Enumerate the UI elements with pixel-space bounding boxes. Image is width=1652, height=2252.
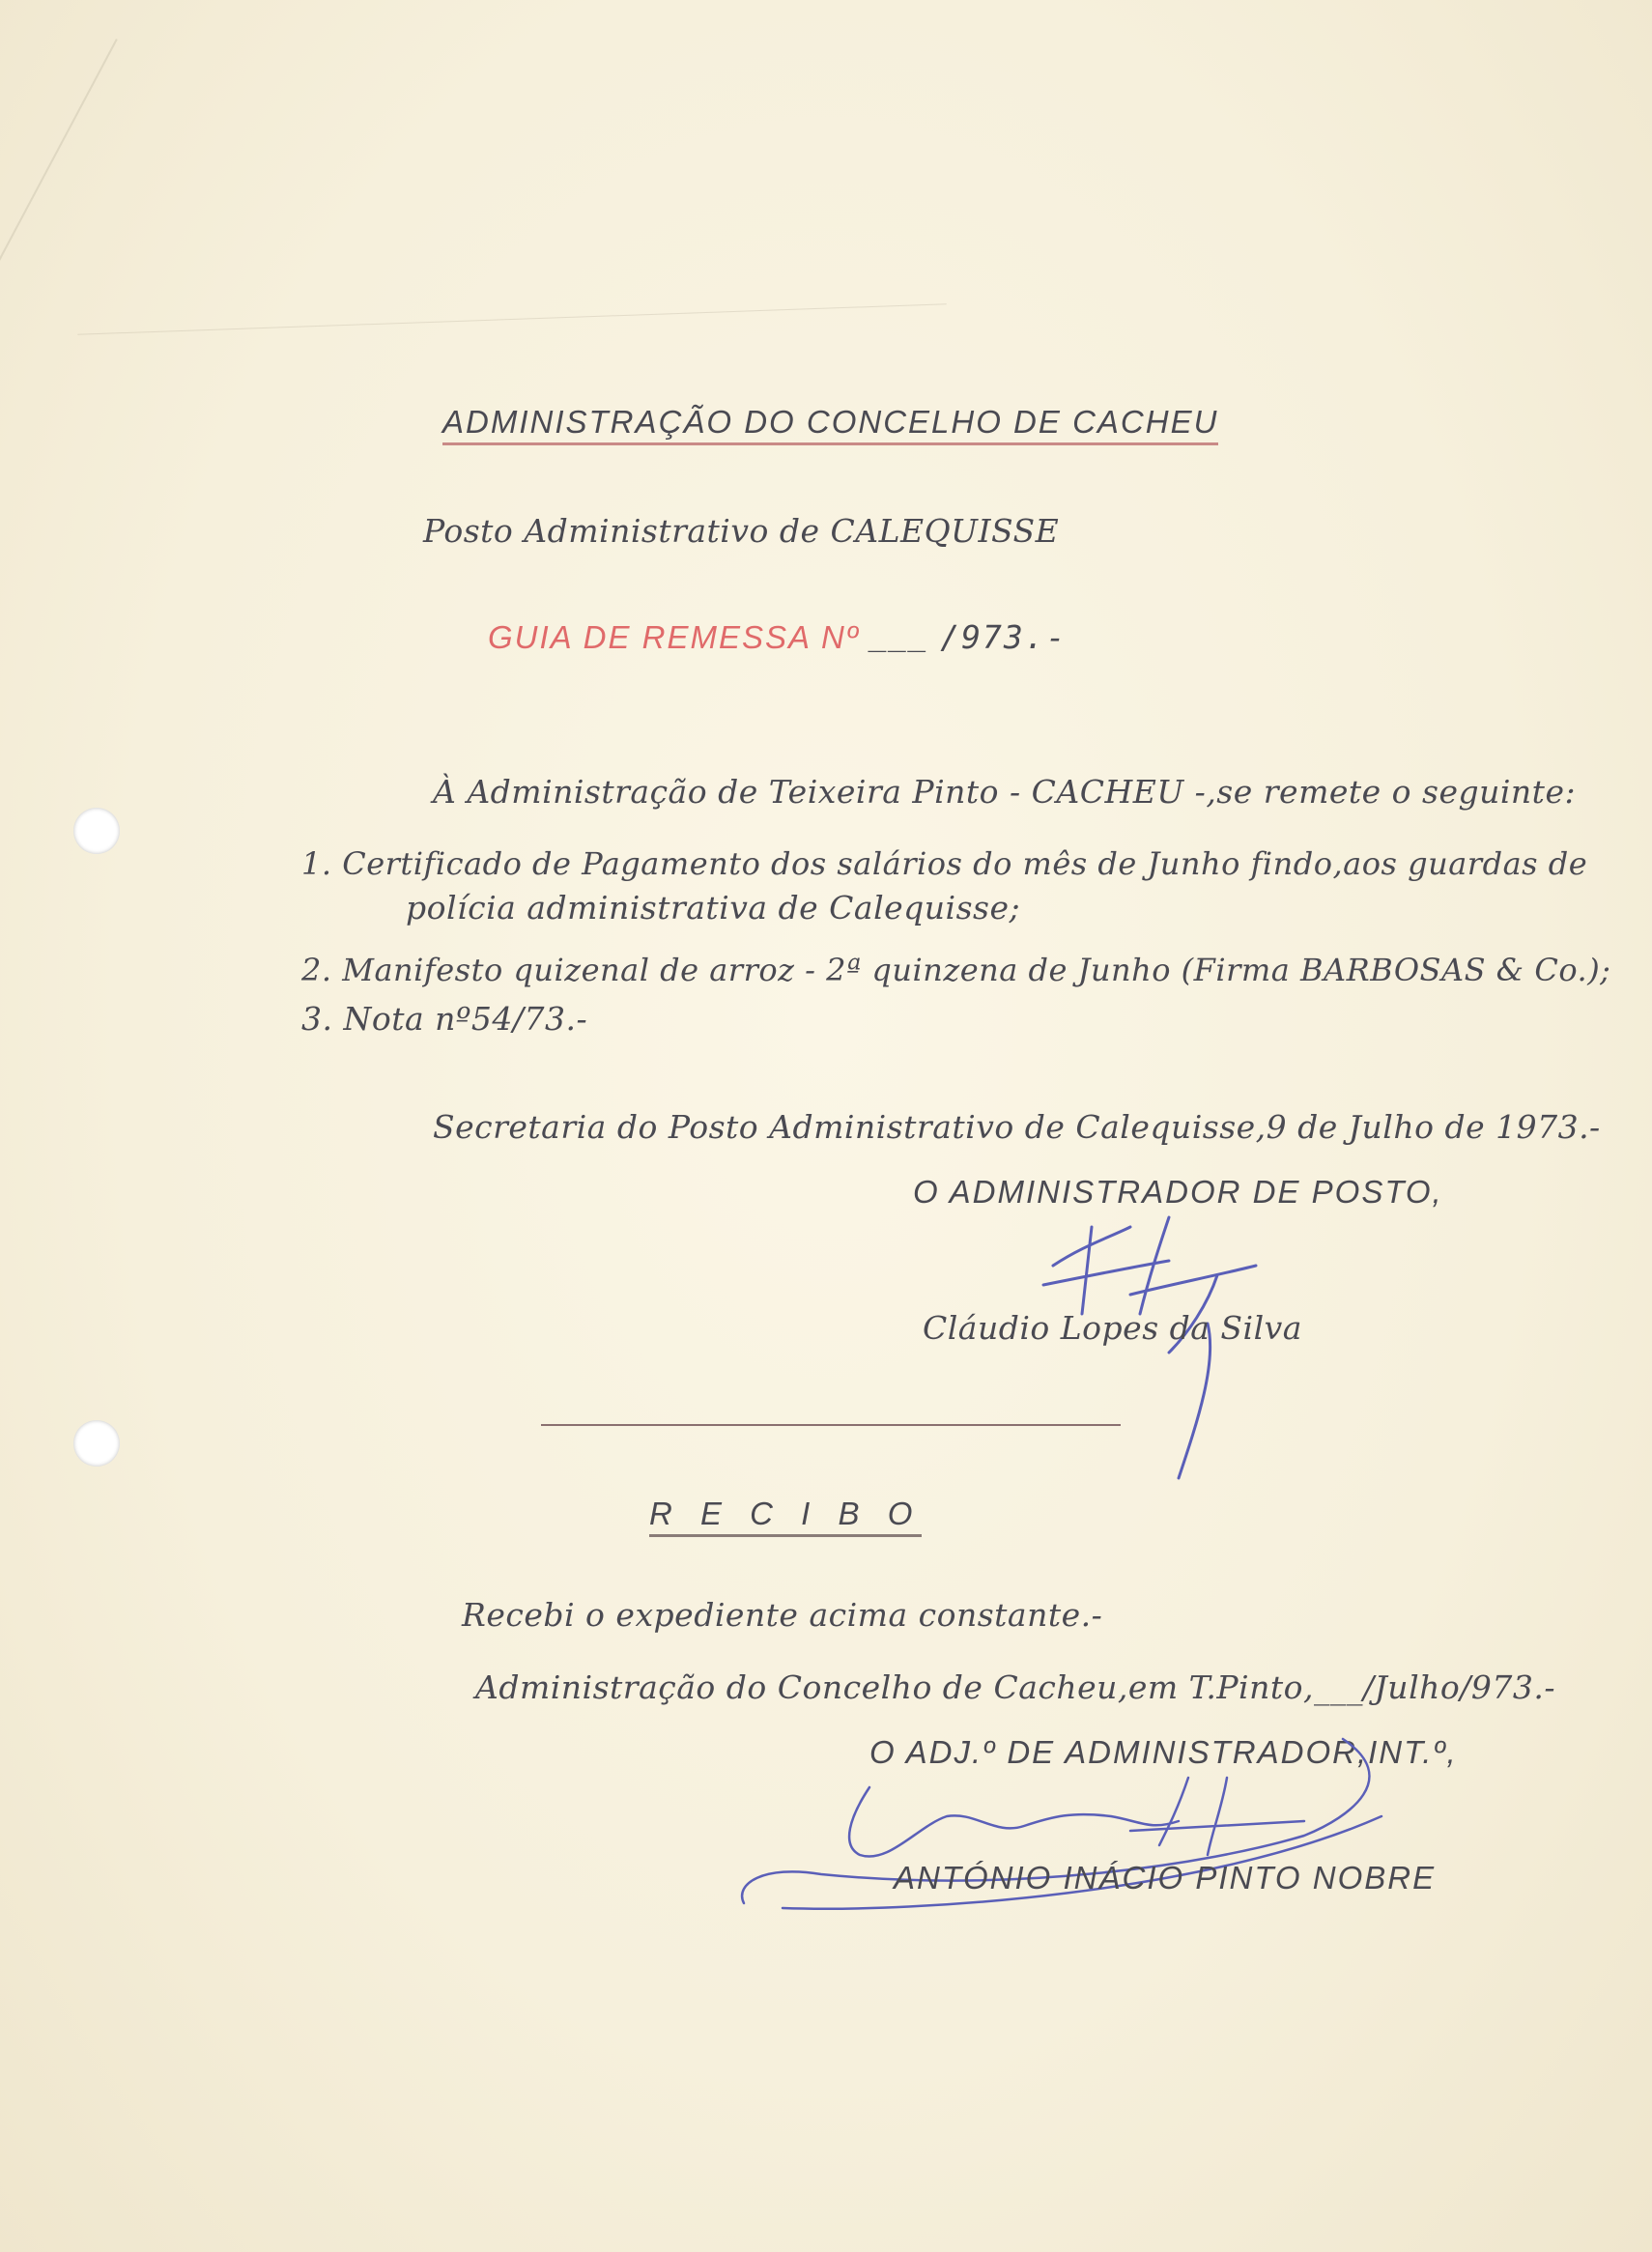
signer-title: O ADMINISTRADOR DE POSTO, xyxy=(913,1174,1443,1210)
paper-crease xyxy=(77,303,946,334)
deputy-signature xyxy=(725,1720,1439,1942)
list-item-1-line-2: polícia administrativa de Calequisse; xyxy=(406,889,1021,926)
signer-name: Cláudio Lopes da Silva xyxy=(923,1309,1302,1347)
list-item-2: 2. Manifesto quizenal de arroz - 2ª quinzena de Junho (Firma BARBOSAS & Co.); xyxy=(301,952,1611,988)
guide-number-blank: ___ xyxy=(870,619,930,655)
section-divider xyxy=(541,1424,1121,1426)
list-item-1-line-1: 1. Certificado de Pagamento dos salários do mês de Junho findo,aos guardas de xyxy=(301,845,1588,882)
punch-hole-top xyxy=(73,808,120,854)
intro-line: À Administração de Teixeira Pinto - CACHEU -,se remete o seguinte: xyxy=(433,773,1577,811)
paper-crease xyxy=(0,39,118,321)
administration-heading: ADMINISTRAÇÃO DO CONCELHO DE CACHEU xyxy=(442,404,1218,445)
punch-hole-bottom xyxy=(73,1420,120,1467)
receipt-line-1: Recebi o expediente acima constante.- xyxy=(462,1596,1103,1634)
list-item-3: 3. Nota nº54/73.- xyxy=(301,1000,588,1038)
receipt-line-2: Administração do Concelho de Cacheu,em T.Pinto,___/Julho/973.- xyxy=(475,1668,1555,1706)
administrator-signature xyxy=(1024,1208,1275,1488)
guide-year: /973.- xyxy=(940,618,1068,656)
guide-label: GUIA DE REMESSA Nº xyxy=(488,619,860,655)
receipt-heading: R E C I B O xyxy=(649,1496,922,1537)
post-heading: Posto Administrativo de CALEQUISSE xyxy=(423,512,1060,550)
guide-title xyxy=(488,618,1067,656)
receipt-signer-name: ANTÓNIO INÁCIO PINTO NOBRE xyxy=(894,1860,1437,1896)
receipt-signer-title: O ADJ.º DE ADMINISTRADOR,INT.º, xyxy=(869,1734,1458,1770)
place-date-line: Secretaria do Posto Administrativo de Calequisse,9 de Julho de 1973.- xyxy=(433,1108,1601,1146)
